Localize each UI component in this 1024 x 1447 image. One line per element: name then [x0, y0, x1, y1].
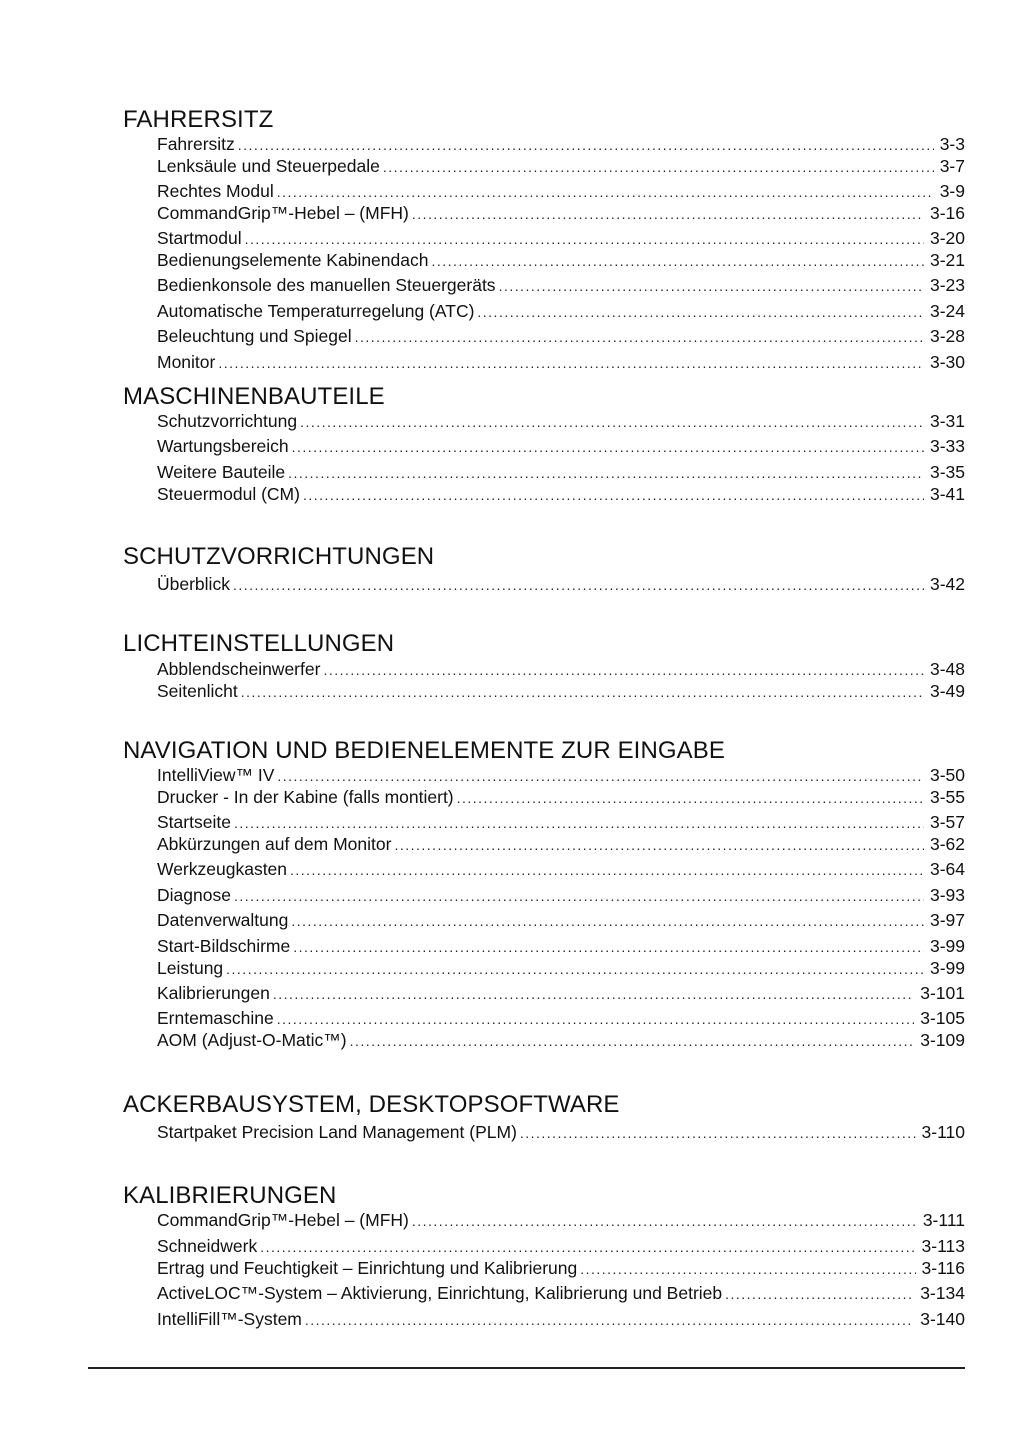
toc-entry-label: Start-Bildschirme: [157, 936, 291, 956]
toc-entry-label: Bedienkonsole des manuellen Steuergeräts: [157, 275, 496, 295]
toc-entry-label: Startpaket Precision Land Management (PLM): [157, 1122, 517, 1142]
dot-leader: [300, 411, 924, 433]
toc-entry-page: 3-99: [929, 936, 965, 956]
dot-leader: [273, 983, 914, 1005]
toc-entry[interactable]: [157, 833, 965, 855]
dot-leader: [383, 156, 934, 178]
toc-entry[interactable]: [157, 435, 965, 457]
dot-leader: [355, 326, 924, 348]
toc-entry-page: 3-50: [929, 765, 965, 785]
toc-entry-page: 3-28: [929, 326, 965, 346]
toc-entry[interactable]: [157, 202, 965, 224]
toc-entry[interactable]: [157, 1209, 965, 1231]
toc-entry-page: 3-31: [929, 411, 965, 431]
dot-leader: [288, 462, 924, 484]
toc-entry-label: Drucker - In der Kabine (falls montiert): [157, 787, 454, 807]
dot-leader: [350, 1030, 915, 1052]
toc-entry[interactable]: [157, 351, 965, 373]
toc-entry[interactable]: [157, 909, 965, 931]
section-heading: FAHRERSITZ: [123, 106, 274, 133]
toc-entry-label: Schutzvorrichtung: [157, 411, 298, 431]
dot-leader: [238, 134, 934, 156]
dot-leader: [233, 574, 924, 596]
toc-entry-label: Seitenlicht: [157, 681, 238, 701]
dot-leader: [226, 958, 924, 980]
toc-entry[interactable]: [157, 764, 965, 786]
dot-leader: [260, 1236, 915, 1258]
toc-entry-page: 3-42: [929, 574, 965, 594]
toc-entry-page: 3-64: [929, 859, 965, 879]
toc-entry-page: 3-3: [939, 134, 965, 154]
toc-entry-label: Rechtes Modul: [157, 181, 274, 201]
section-heading: KALIBRIERUNGEN: [123, 1182, 337, 1209]
toc-entry-label: Weitere Bauteile: [157, 462, 286, 482]
toc-entry-page: 3-9: [939, 181, 965, 201]
toc-entry-page: 3-111: [922, 1210, 965, 1230]
toc-entry-label: Kalibrierungen: [157, 983, 270, 1003]
toc-entry-page: 3-97: [929, 910, 965, 930]
toc-entry-label: Erntemaschine: [157, 1008, 274, 1028]
toc-entry-page: 3-62: [929, 834, 965, 854]
toc-entry-page: 3-49: [929, 681, 965, 701]
toc-entry-label: IntelliView™ IV: [157, 765, 275, 785]
section-heading: MASCHINENBAUTEILE: [123, 383, 385, 410]
section-heading: NAVIGATION UND BEDIENELEMENTE ZUR EINGABE: [123, 737, 725, 764]
toc-entry[interactable]: [157, 300, 965, 322]
toc-entry-page: 3-57: [929, 812, 965, 832]
toc-entry-label: Beleuchtung und Spiegel: [157, 326, 352, 346]
toc-entry[interactable]: [157, 884, 965, 906]
toc-entry[interactable]: [157, 227, 965, 249]
dot-leader: [277, 765, 924, 787]
toc-entry[interactable]: [157, 155, 965, 177]
dot-leader: [291, 910, 924, 932]
toc-entry-page: 3-23: [929, 275, 965, 295]
toc-entry-page: 3-140: [920, 1309, 965, 1329]
toc-entry[interactable]: [157, 573, 965, 595]
toc-entry-page: 3-7: [939, 156, 965, 176]
toc-entry-page: 3-48: [929, 659, 965, 679]
dot-leader: [431, 250, 924, 272]
toc-entry[interactable]: [157, 1121, 965, 1143]
toc-entry[interactable]: [157, 483, 965, 505]
toc-entry-label: Lenksäule und Steuerpedale: [157, 156, 380, 176]
section-heading: LICHTEINSTELLUNGEN: [123, 630, 395, 657]
dot-leader: [412, 1210, 917, 1232]
toc-entry[interactable]: [157, 1029, 965, 1051]
toc-entry-label: CommandGrip™-Hebel – (MFH): [157, 203, 409, 223]
dot-leader: [303, 484, 924, 506]
toc-entry-page: 3-21: [929, 250, 965, 270]
toc-entry-page: 3-16: [929, 203, 965, 223]
toc-entry-page: 3-99: [929, 958, 965, 978]
toc-entry-label: Monitor: [157, 352, 216, 372]
toc-entry-page: 3-110: [921, 1122, 965, 1142]
dot-leader: [580, 1258, 915, 1280]
dot-leader: [394, 834, 924, 856]
toc-entry-label: Startseite: [157, 812, 231, 832]
toc-entry-label: Abblendscheinwerfer: [157, 659, 321, 679]
toc-entry-label: Ertrag und Feuchtigkeit – Einrichtung und Kalibrierung: [157, 1258, 578, 1278]
section-heading: SCHUTZVORRICHTUNGEN: [123, 543, 435, 570]
toc-entry-label: Automatische Temperaturregelung (ATC): [157, 301, 475, 321]
dot-leader: [305, 1309, 914, 1331]
dot-leader: [499, 275, 924, 297]
dot-leader: [245, 228, 924, 250]
toc-entry[interactable]: [157, 811, 965, 833]
toc-entry-label: Leistung: [157, 958, 224, 978]
toc-entry[interactable]: [157, 935, 965, 957]
dot-leader: [520, 1122, 916, 1144]
dot-leader: [290, 859, 924, 881]
dot-leader: [234, 812, 924, 834]
toc-entry-label: Datenverwaltung: [157, 910, 289, 930]
toc-entry-page: 3-101: [920, 983, 965, 1003]
toc-entry-label: Überblick: [157, 574, 230, 594]
toc-entry-page: 3-20: [929, 228, 965, 248]
toc-entry-label: Werkzeugkasten: [157, 859, 288, 879]
toc-entry-page: 3-24: [929, 301, 965, 321]
toc-entry[interactable]: [157, 957, 965, 979]
dot-leader: [234, 885, 924, 907]
toc-entry-label: AOM (Adjust-O-Matic™): [157, 1030, 347, 1050]
toc-entry-label: Fahrersitz: [157, 134, 235, 154]
toc-entry[interactable]: [157, 249, 965, 271]
toc-entry[interactable]: [157, 680, 965, 702]
toc-entry[interactable]: [157, 180, 965, 202]
dot-leader: [293, 936, 924, 958]
toc-entry-page: 3-116: [921, 1258, 965, 1278]
toc-entry-label: Schneidwerk: [157, 1236, 258, 1256]
toc-entry-page: 3-41: [929, 484, 965, 504]
toc-entry[interactable]: [157, 786, 965, 808]
toc-entry[interactable]: [157, 858, 965, 880]
toc-entry[interactable]: [157, 274, 965, 296]
dot-leader: [292, 436, 924, 458]
dot-leader: [323, 659, 924, 681]
footer-rule: [88, 1367, 965, 1369]
toc-entry-page: 3-30: [929, 352, 965, 372]
toc-entry[interactable]: [157, 1235, 965, 1257]
dot-leader: [725, 1283, 914, 1305]
dot-leader: [412, 203, 924, 225]
toc-entry-page: 3-134: [920, 1283, 965, 1303]
dot-leader: [477, 301, 924, 323]
toc-entry[interactable]: [157, 1308, 965, 1330]
toc-entry-label: Wartungsbereich: [157, 436, 289, 456]
toc-entry[interactable]: [157, 133, 965, 155]
toc-entry[interactable]: [157, 410, 965, 432]
toc-entry-page: 3-109: [920, 1030, 965, 1050]
toc-entry-label: Bedienungselemente Kabinendach: [157, 250, 429, 270]
toc-entry-label: ActiveLOC™-System – Aktivierung, Einrichtung, Kalibrierung und Betrieb: [157, 1283, 723, 1303]
toc-entry[interactable]: [157, 982, 965, 1004]
toc-entry-label: Abkürzungen auf dem Monitor: [157, 834, 392, 854]
dot-leader: [241, 681, 924, 703]
toc-entry[interactable]: [157, 1007, 965, 1029]
toc-entry-page: 3-55: [929, 787, 965, 807]
toc-entry-label: IntelliFill™-System: [157, 1309, 302, 1329]
toc-entry-page: 3-113: [921, 1236, 965, 1256]
toc-entry-label: CommandGrip™-Hebel – (MFH): [157, 1210, 409, 1230]
dot-leader: [457, 787, 924, 809]
toc-entry[interactable]: [157, 461, 965, 483]
toc-entry-label: Startmodul: [157, 228, 242, 248]
dot-leader: [218, 352, 924, 374]
toc-entry[interactable]: [157, 1257, 965, 1279]
dot-leader: [277, 181, 934, 203]
toc-entry-page: 3-105: [920, 1008, 965, 1028]
toc-entry-page: 3-33: [929, 436, 965, 456]
toc-entry-label: Steuermodul (CM): [157, 484, 300, 504]
toc-entry[interactable]: [157, 658, 965, 680]
toc-entry-page: 3-35: [929, 462, 965, 482]
toc-entry[interactable]: [157, 325, 965, 347]
section-heading: ACKERBAUSYSTEM, DESKTOPSOFTWARE: [123, 1091, 620, 1118]
dot-leader: [277, 1008, 915, 1030]
toc-entry[interactable]: [157, 1282, 965, 1304]
toc-entry-label: Diagnose: [157, 885, 231, 905]
toc-entry-page: 3-93: [929, 885, 965, 905]
